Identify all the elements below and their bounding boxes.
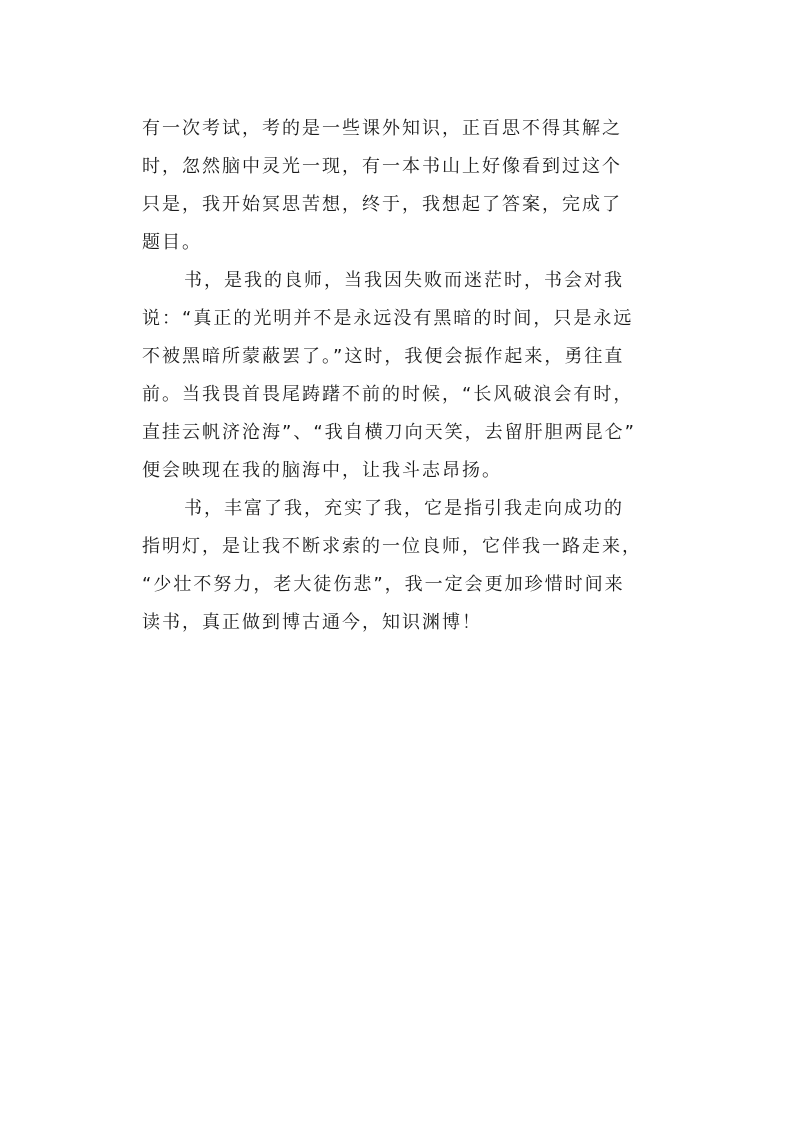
text-line: 指明灯，是让我不断求索的一位良师，它伴我一路走来， [142, 536, 642, 557]
text-line: 时，忽然脑中灵光一现，有一本书山上好像看到过这个 [142, 156, 622, 177]
text-line: 读书，真正做到博古通今，知识渊博！ [142, 612, 482, 633]
text-line: 前。当我畏首畏尾踌躇不前的时候，“长风破浪会有时， [142, 384, 634, 405]
text-line: 只是，我开始冥思苦想，终于，我想起了答案，完成了 [142, 194, 622, 215]
text-line: 便会映现在我的脑海中，让我斗志昂扬。 [142, 460, 502, 481]
text-line: 直挂云帆济沧海”、“我自横刀向天笑，去留肝胆两昆仑” [142, 422, 636, 443]
text-line: “少壮不努力，老大徒伤悲”，我一定会更加珍惜时间来 [142, 574, 625, 595]
text-line: 不被黑暗所蒙蔽罢了。”这时，我便会振作起来，勇往直 [142, 346, 625, 367]
text-line: 有一次考试，考的是一些课外知识，正百思不得其解之 [142, 118, 622, 139]
text-line: 说：“真正的光明并不是永远没有黑暗的时间，只是永远 [142, 308, 634, 329]
text-line: 题目。 [142, 232, 202, 253]
essay-text [142, 110, 682, 642]
text-line: 书，丰富了我，充实了我，它是指引我走向成功的 [184, 498, 624, 519]
text-line: 书，是我的良师，当我因失败而迷茫时，书会对我 [184, 270, 624, 291]
